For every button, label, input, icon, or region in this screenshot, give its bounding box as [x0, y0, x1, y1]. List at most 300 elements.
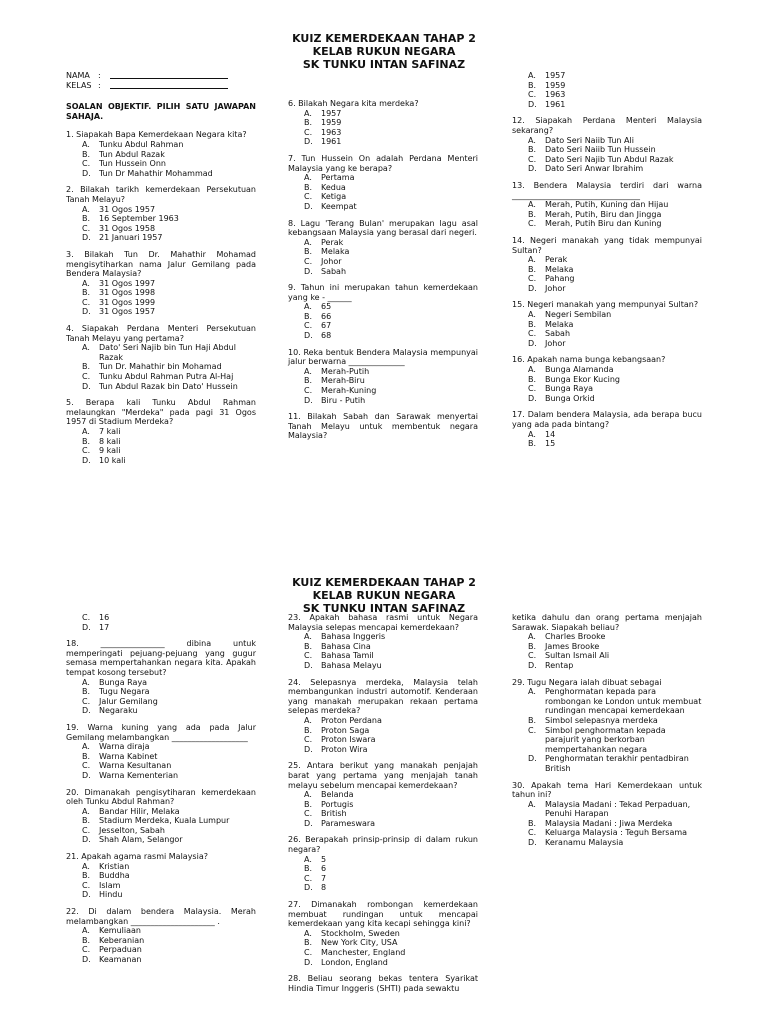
question-item	[512, 300, 702, 348]
answer-option[interactable]	[512, 219, 702, 229]
option-text: Islam	[99, 880, 121, 890]
option-letter: D.	[528, 660, 537, 670]
option-letter: B.	[82, 214, 91, 224]
answer-options	[512, 200, 702, 229]
option-letter: C.	[528, 384, 537, 394]
answer-option[interactable]	[512, 310, 702, 320]
option-text: 1963	[321, 127, 342, 137]
option-letter: A.	[82, 926, 90, 936]
answer-option[interactable]	[288, 735, 478, 745]
answer-option[interactable]	[512, 284, 702, 294]
option-text: Portugis	[321, 799, 354, 809]
answer-option[interactable]	[288, 651, 478, 661]
option-text: Manchester, England	[321, 948, 406, 957]
option-text: Malaysia Madani : Jiwa Merdeka	[545, 818, 673, 828]
question-item	[288, 974, 478, 993]
answer-option[interactable]	[512, 210, 702, 220]
question-item	[512, 410, 702, 448]
option-text: Dato' Seri Najib bin Tun Haji Abdul Razak	[99, 343, 236, 362]
option-text: Penghormatan kepada para rombongan ke London untuk membuat rundingan mencapai kemerdekaan	[545, 687, 702, 716]
option-text: James Brooke	[545, 641, 600, 651]
option-letter: C.	[528, 274, 537, 284]
answer-option[interactable]	[512, 838, 702, 848]
option-letter: C.	[304, 651, 313, 661]
answer-option[interactable]	[66, 761, 256, 771]
option-letter: C.	[528, 329, 537, 339]
option-text: 1963	[545, 90, 566, 100]
answer-option[interactable]	[288, 202, 478, 212]
answer-option[interactable]	[512, 430, 702, 440]
answer-option[interactable]	[66, 706, 256, 716]
option-text: Belanda	[321, 790, 354, 800]
question-list	[66, 130, 256, 465]
option-letter: C.	[82, 761, 91, 771]
answer-option[interactable]	[66, 279, 256, 289]
answer-options	[288, 238, 478, 276]
answer-option[interactable]	[66, 678, 256, 688]
option-text: Malaysia Madani : Tekad Perpaduan, Penuhi Harapan	[545, 799, 691, 819]
question-item	[512, 236, 702, 294]
answer-options	[66, 926, 256, 964]
class-label: KELAS	[66, 80, 92, 90]
option-text: Jalur Gemilang	[99, 696, 158, 706]
answer-options	[512, 687, 702, 773]
answer-option[interactable]	[288, 716, 478, 726]
option-text: Negaraku	[99, 706, 138, 716]
answer-option[interactable]	[288, 819, 478, 829]
answer-option[interactable]	[512, 81, 702, 91]
answer-option[interactable]	[66, 752, 256, 762]
question-text: 30. Apakah tema Hari Kemerdekaan untuk tahun ini?	[512, 780, 702, 800]
answer-option[interactable]	[66, 427, 256, 437]
answer-option[interactable]	[288, 321, 478, 331]
option-text: Parameswara	[321, 818, 376, 828]
question-text: 11. Bilakah Sabah dan Sarawak menyertai Tanah Melayu untuk membentuk negara Malaysia?	[288, 412, 478, 441]
answer-option[interactable]	[288, 137, 478, 147]
answer-option[interactable]	[66, 456, 256, 466]
option-text: 31 Ogos 1958	[99, 223, 156, 233]
option-text: Bunga Orkid	[545, 393, 595, 403]
answer-option[interactable]	[288, 661, 478, 671]
question-item	[66, 250, 256, 317]
answer-option[interactable]	[288, 302, 478, 312]
name-field[interactable]	[66, 71, 256, 81]
option-letter: C.	[304, 873, 313, 883]
answer-option[interactable]	[288, 642, 478, 652]
answer-options	[512, 255, 702, 293]
question-item	[66, 852, 256, 900]
question-text: 18. ________________ dibina untuk memperingati pejuang-pejuang yang gugur semasa mempertahankan negara kita. Apakah tempat kosong tersebut?	[66, 639, 256, 677]
option-letter: C.	[82, 159, 91, 169]
class-blank-line[interactable]	[110, 81, 228, 89]
option-text: Kemuliaan	[99, 926, 141, 936]
option-letter: A.	[528, 255, 536, 265]
column-right	[512, 71, 702, 456]
answer-option[interactable]	[66, 623, 256, 633]
option-text: Kedua	[321, 182, 346, 192]
option-letter: A.	[82, 139, 90, 149]
option-letter: A.	[528, 135, 536, 145]
answer-options	[288, 173, 478, 211]
answer-options	[288, 632, 478, 670]
option-text: 7	[321, 873, 327, 883]
answer-option[interactable]	[66, 955, 256, 965]
option-letter: A.	[82, 427, 90, 436]
answer-option[interactable]	[66, 771, 256, 781]
answer-options	[66, 279, 256, 317]
option-text: Pertama	[321, 173, 355, 183]
option-text: Perpaduan	[99, 945, 142, 955]
answer-option[interactable]	[288, 874, 478, 884]
answer-option[interactable]	[66, 835, 256, 845]
answer-option[interactable]	[288, 855, 478, 865]
question-item	[512, 678, 702, 774]
question-list	[288, 99, 478, 441]
title-line: SK TUNKU INTAN SAFINAZ	[302, 602, 466, 615]
option-text: Bunga Alamanda	[545, 365, 614, 375]
option-letter: B.	[82, 288, 91, 298]
answer-option[interactable]	[512, 754, 702, 773]
answer-option[interactable]	[512, 642, 702, 652]
option-letter: C.	[528, 828, 537, 838]
answer-option[interactable]	[512, 265, 702, 275]
option-text: Johor	[545, 338, 566, 348]
answer-option[interactable]	[288, 109, 478, 119]
question-item	[288, 99, 478, 147]
answer-option[interactable]	[288, 367, 478, 377]
answer-option[interactable]	[288, 331, 478, 341]
answer-option[interactable]	[66, 214, 256, 224]
class-field[interactable]	[66, 81, 256, 91]
option-text: Buddha	[99, 871, 130, 881]
option-text: London, England	[321, 957, 388, 967]
option-text: Kristian	[99, 861, 130, 871]
option-text: 5	[321, 854, 327, 864]
answer-options	[512, 310, 702, 348]
option-text: 31 Ogos 1997	[99, 278, 156, 288]
question-text: 13. Bendera Malaysia terdiri dari warna ________________________________	[512, 180, 702, 200]
answer-option[interactable]	[512, 716, 702, 726]
answer-option[interactable]	[288, 247, 478, 257]
answer-option[interactable]	[66, 140, 256, 150]
option-text: 67	[321, 321, 332, 331]
option-letter: D.	[82, 890, 91, 900]
question-text: 19. Warna kuning yang ada pada Jalur Gemilang melambangkan ___________________	[66, 722, 256, 742]
question-item	[288, 283, 478, 341]
option-text: Rentap	[545, 660, 574, 670]
option-letter: B.	[528, 439, 537, 449]
answer-option[interactable]	[512, 329, 702, 339]
answer-option[interactable]	[66, 871, 256, 881]
option-text: Tun Dr Mahathir Mohammad	[99, 168, 213, 178]
option-text: 17	[99, 622, 110, 632]
answer-option[interactable]	[288, 183, 478, 193]
option-text: British	[321, 809, 347, 819]
question-text: 9. Tahun ini merupakan tahun kemerdekaan yang ke - ______	[288, 283, 478, 302]
question-text: 25. Antara berikut yang manakah penjajah barat yang pertama yang menjajah tanah melayu sebelum mencapai kemerdekaan?	[288, 761, 478, 790]
answer-options	[66, 343, 256, 391]
answer-option[interactable]	[66, 862, 256, 872]
option-letter: D.	[304, 201, 313, 211]
answer-option[interactable]	[288, 726, 478, 736]
option-letter: A.	[528, 799, 536, 809]
option-text: Merah, Putih Biru dan Kuning	[545, 219, 662, 229]
answer-options	[66, 862, 256, 900]
answer-options	[288, 855, 478, 893]
option-text: Bunga Raya	[99, 677, 148, 687]
answer-option[interactable]	[288, 118, 478, 128]
option-letter: B.	[82, 751, 91, 761]
answer-option[interactable]	[288, 938, 478, 948]
answer-option[interactable]	[512, 828, 702, 838]
answer-option[interactable]	[512, 661, 702, 671]
question-item	[288, 613, 478, 671]
option-text: Proton Saga	[321, 725, 370, 735]
option-letter: A.	[528, 365, 536, 375]
option-letter: A.	[304, 366, 312, 376]
answer-option[interactable]	[66, 613, 256, 623]
option-letter: D.	[528, 838, 537, 848]
option-text: Keberanian	[99, 935, 145, 945]
answer-option[interactable]	[66, 233, 256, 243]
answer-option[interactable]	[512, 155, 702, 165]
option-letter: A.	[304, 854, 312, 864]
answer-option[interactable]	[512, 136, 702, 146]
answer-option[interactable]	[66, 816, 256, 826]
option-letter: A.	[82, 343, 90, 353]
answer-option[interactable]	[288, 312, 478, 322]
answer-options	[66, 427, 256, 465]
answer-option[interactable]	[288, 632, 478, 642]
option-letter: C.	[304, 948, 313, 957]
option-text: Tunku Abdul Rahman	[99, 139, 184, 149]
answer-option[interactable]	[66, 159, 256, 169]
option-letter: A.	[304, 928, 312, 938]
answer-option[interactable]	[288, 386, 478, 396]
answer-option[interactable]	[512, 394, 702, 404]
answer-option[interactable]	[66, 150, 256, 160]
answer-option[interactable]	[288, 790, 478, 800]
answer-option[interactable]	[512, 274, 702, 284]
option-text: Dato Seri Naiib Tun Ali	[545, 135, 634, 145]
option-letter: A.	[304, 632, 312, 642]
option-letter: A.	[528, 200, 536, 210]
answer-option[interactable]	[66, 936, 256, 946]
answer-option[interactable]	[66, 205, 256, 215]
option-text: Perak	[321, 237, 344, 247]
question-item	[66, 130, 256, 178]
question-item	[288, 900, 478, 967]
answer-option[interactable]	[66, 742, 256, 752]
answer-option[interactable]	[66, 169, 256, 179]
title-line: KUIZ KEMERDEKAAN TAHAP 2	[292, 576, 476, 589]
option-letter: C.	[82, 613, 91, 622]
question-item	[288, 678, 478, 755]
answer-option[interactable]	[288, 948, 478, 958]
option-text: Biru - Putih	[321, 395, 366, 405]
name-blank-line[interactable]	[110, 71, 228, 79]
question-text: 5. Berapa kali Tunku Abdul Rahman melaungkan "Merdeka" pada pagi 31 Ogos 1957 di Stadium Merdeka?	[66, 398, 256, 427]
answer-option[interactable]	[512, 145, 702, 155]
option-text: 14	[545, 429, 556, 439]
option-letter: D.	[304, 818, 313, 828]
answer-option[interactable]	[66, 945, 256, 955]
answer-option[interactable]	[512, 439, 702, 449]
answer-option[interactable]	[288, 376, 478, 386]
answer-option[interactable]	[512, 384, 702, 394]
page-title	[0, 32, 768, 71]
question-item	[66, 185, 256, 243]
answer-option[interactable]	[66, 807, 256, 817]
answer-option[interactable]	[66, 382, 256, 392]
answer-option[interactable]	[512, 651, 702, 661]
answer-option[interactable]	[288, 800, 478, 810]
answer-option[interactable]	[288, 192, 478, 202]
answer-option[interactable]	[66, 307, 256, 317]
option-text: 7 kali	[99, 427, 121, 436]
answer-option[interactable]	[288, 864, 478, 874]
option-letter: B.	[528, 641, 537, 651]
title-line: SK TUNKU INTAN SAFINAZ	[302, 58, 466, 71]
option-text: Proton Iswara	[321, 735, 376, 745]
answer-option[interactable]	[66, 890, 256, 900]
answer-option[interactable]	[66, 362, 256, 372]
answer-option[interactable]	[512, 800, 702, 819]
option-text: 6	[321, 864, 327, 874]
option-letter: B.	[82, 935, 91, 945]
answer-options	[288, 716, 478, 754]
option-letter: A.	[304, 173, 312, 183]
answer-option[interactable]	[512, 90, 702, 100]
option-letter: D.	[304, 395, 313, 405]
answer-option[interactable]	[288, 809, 478, 819]
option-text: Melaka	[545, 319, 574, 329]
option-letter: B.	[304, 247, 313, 257]
question-text: 15. Negeri manakah yang mempunyai Sultan?	[512, 300, 699, 310]
answer-option[interactable]	[66, 881, 256, 891]
option-text: 1957	[321, 108, 342, 118]
answer-options	[512, 632, 702, 670]
question-item	[288, 348, 478, 406]
answer-option[interactable]	[512, 687, 702, 716]
option-letter: D.	[82, 955, 91, 964]
answer-option[interactable]	[288, 173, 478, 183]
answer-option[interactable]	[288, 267, 478, 277]
answer-option[interactable]	[288, 883, 478, 893]
answer-option[interactable]	[512, 71, 702, 81]
answer-option[interactable]	[66, 343, 256, 362]
option-text: Sabah	[321, 266, 347, 276]
option-letter: C.	[304, 809, 313, 819]
question-item	[512, 355, 702, 403]
question-text: 6. Bilakah Negara kita merdeka?	[288, 99, 419, 108]
answer-option[interactable]	[66, 224, 256, 234]
question-item	[66, 639, 256, 716]
option-text: 8	[321, 883, 327, 893]
answer-option[interactable]	[512, 255, 702, 265]
question-text: ketika dahulu dan orang pertama menjajah Sarawak. Siapakah beliau?	[512, 613, 702, 632]
option-text: Merah-Putih	[321, 366, 370, 376]
option-text: Penghormatan terakhir pentadbiran British	[545, 754, 689, 773]
answer-option[interactable]	[512, 632, 702, 642]
option-letter: D.	[304, 957, 313, 967]
option-letter: C.	[528, 154, 537, 164]
answer-option[interactable]	[288, 929, 478, 939]
option-letter: D.	[304, 883, 313, 893]
quiz-page-2	[0, 512, 768, 1024]
answer-option[interactable]	[512, 365, 702, 375]
answer-option[interactable]	[512, 339, 702, 349]
option-letter: B.	[304, 118, 313, 128]
option-text: 16 September 1963	[99, 214, 179, 224]
answer-option[interactable]	[66, 697, 256, 707]
answer-option[interactable]	[512, 726, 702, 755]
answer-option[interactable]	[288, 238, 478, 248]
option-text: Bandar Hilir, Melaka	[99, 806, 180, 816]
answer-option[interactable]	[288, 128, 478, 138]
option-text: Johor	[321, 256, 342, 266]
answer-option[interactable]	[66, 826, 256, 836]
option-letter: B.	[528, 374, 537, 384]
answer-option[interactable]	[288, 257, 478, 267]
answer-option[interactable]	[512, 320, 702, 330]
answer-option[interactable]	[512, 819, 702, 829]
answer-options	[512, 136, 702, 174]
answer-option[interactable]	[66, 437, 256, 447]
option-text: Sabah	[545, 329, 571, 339]
answer-option[interactable]	[66, 298, 256, 308]
question-text: 12. Siapakah Perdana Menteri Malaysia sekarang?	[512, 116, 702, 135]
option-text: Perak	[545, 255, 568, 265]
question-list	[288, 613, 478, 993]
option-text: Proton Wira	[321, 744, 368, 754]
answer-option[interactable]	[66, 288, 256, 298]
answer-option[interactable]	[512, 100, 702, 110]
answer-option[interactable]	[288, 745, 478, 755]
question-text: 29. Tugu Negara ialah dibuat sebagai	[512, 677, 662, 687]
answer-options	[512, 800, 702, 848]
option-letter: C.	[82, 297, 91, 307]
answer-option[interactable]	[512, 164, 702, 174]
answer-option[interactable]	[66, 926, 256, 936]
option-letter: B.	[82, 816, 91, 826]
option-letter: B.	[528, 80, 537, 90]
answer-option[interactable]	[288, 958, 478, 968]
option-text: 1961	[321, 137, 342, 147]
option-text: Stadium Merdeka, Kuala Lumpur	[99, 816, 230, 826]
option-letter: D.	[304, 660, 313, 670]
option-letter: C.	[82, 880, 91, 890]
option-letter: B.	[304, 376, 313, 386]
option-text: Melaka	[321, 247, 350, 257]
column-right	[512, 613, 702, 855]
option-text: Keempat	[321, 201, 357, 211]
option-letter: A.	[304, 237, 312, 247]
answer-option[interactable]	[66, 446, 256, 456]
answer-option[interactable]	[288, 396, 478, 406]
answer-option[interactable]	[66, 372, 256, 382]
option-letter: B.	[528, 319, 537, 329]
option-letter: A.	[82, 806, 90, 816]
answer-option[interactable]	[512, 200, 702, 210]
question-text: 3. Bilakah Tun Dr. Mahathir Mohamad mengisytiharkan nama Jalur Gemilang pada Bendera Malaysia?	[66, 249, 256, 279]
question-item	[288, 154, 478, 212]
answer-option[interactable]	[66, 687, 256, 697]
option-text: Warna diraja	[99, 742, 150, 752]
answer-option[interactable]	[512, 375, 702, 385]
option-text: Shah Alam, Selangor	[99, 835, 183, 845]
question-item	[288, 761, 478, 828]
